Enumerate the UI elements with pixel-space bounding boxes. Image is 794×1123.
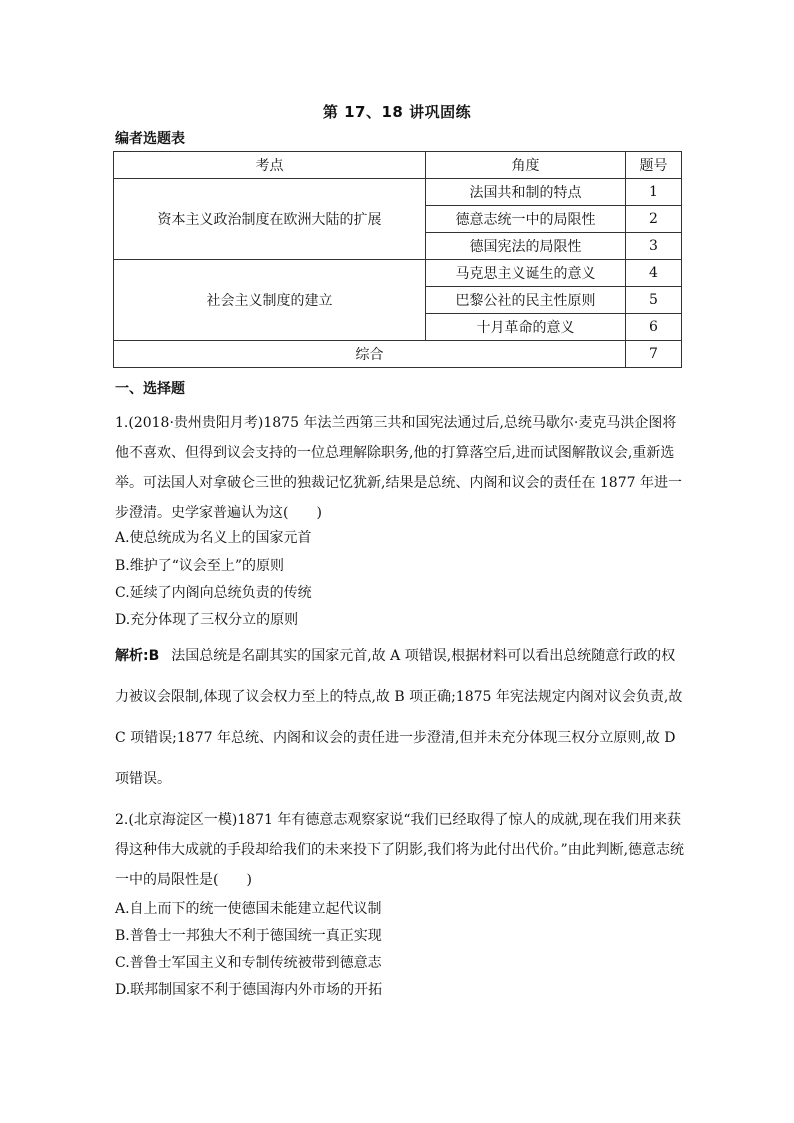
topic-cell: 资本主义政治制度在欧洲大陆的扩展 xyxy=(114,179,426,260)
question-1-option-d: D.充分体现了三权分立的原则 xyxy=(115,612,299,628)
page-title: 第 17、18 讲巩固练 xyxy=(322,103,472,121)
topic-selection-table xyxy=(113,151,682,368)
number-cell: 7 xyxy=(626,341,682,368)
header-number: 题号 xyxy=(626,152,682,179)
question-2-option-b: B.普鲁士一邦独大不利于德国统一真正实现 xyxy=(115,928,382,944)
angle-cell: 德国宪法的局限性 xyxy=(426,233,626,260)
number-cell: 1 xyxy=(626,179,682,206)
summary-cell: 综合 xyxy=(114,341,626,368)
table-row xyxy=(114,260,682,287)
number-cell: 4 xyxy=(626,260,682,287)
analysis-text: 法国总统是名副其实的国家元首,故 A 项错误,根据材料可以看出总统随意行政的权力被议会限制,体现了议会权力至上的特点,故 B 项正确;1875 年宪法规定内阁对议会负责,故 C 项错误;1877 年总统、内阁和议会的责任进一步澄清,但并未充分体现三权分立原则,故 D 项错误。 xyxy=(115,648,683,787)
angle-cell: 法国共和制的特点 xyxy=(426,179,626,206)
question-1-stem: 1.(2018·贵州贵阳月考)1875 年法兰西第三共和国宪法通过后,总统马歇尔·麦克马洪企图将他不喜欢、但得到议会支持的一位总理解除职务,他的打算落空后,进而试图解散议会,重新选举。可法国人对拿破仑三世的独裁记忆犹新,结果是总统、内阁和议会的责任在 1877 年进一步澄清。史学家普遍认为这( ) xyxy=(115,415,682,521)
table-caption: 编者选题表 xyxy=(115,131,185,147)
topic-cell: 社会主义制度的建立 xyxy=(114,260,426,341)
angle-cell: 德意志统一中的局限性 xyxy=(426,206,626,233)
table-row xyxy=(114,179,682,206)
question-2-option-a: A.自上而下的统一使德国未能建立起代议制 xyxy=(115,901,382,917)
table-summary-row xyxy=(114,341,682,368)
number-cell: 3 xyxy=(626,233,682,260)
number-cell: 6 xyxy=(626,314,682,341)
table-header-row xyxy=(114,152,682,179)
angle-cell: 马克思主义诞生的意义 xyxy=(426,260,626,287)
angle-cell: 十月革命的意义 xyxy=(426,314,626,341)
header-angle: 角度 xyxy=(426,152,626,179)
analysis-label: 解析:B xyxy=(115,648,160,664)
question-1-option-b: B.维护了“议会至上”的原则 xyxy=(115,558,285,574)
question-2-option-d: D.联邦制国家不利于德国海内外市场的开拓 xyxy=(115,982,383,998)
question-1-option-c: C.延续了内阁向总统负责的传统 xyxy=(115,585,312,601)
number-cell: 5 xyxy=(626,287,682,314)
number-cell: 2 xyxy=(626,206,682,233)
section-heading: 一、选择题 xyxy=(115,381,185,397)
question-1-option-a: A.使总统成为名义上的国家元首 xyxy=(115,530,312,546)
question-2-option-c: C.普鲁士军国主义和专制传统被带到德意志 xyxy=(115,955,382,971)
angle-cell: 巴黎公社的民主性原则 xyxy=(426,287,626,314)
question-1-analysis xyxy=(115,636,685,800)
question-2-stem: 2.(北京海淀区一模)1871 年有德意志观察家说“我们已经取得了惊人的成就,现在我们用来获得这种伟大成就的手段却给我们的未来投下了阴影,我们将为此付出代价。”由此判断,德意志统一中的局限性是( ) xyxy=(115,812,685,888)
header-topic: 考点 xyxy=(114,152,426,179)
